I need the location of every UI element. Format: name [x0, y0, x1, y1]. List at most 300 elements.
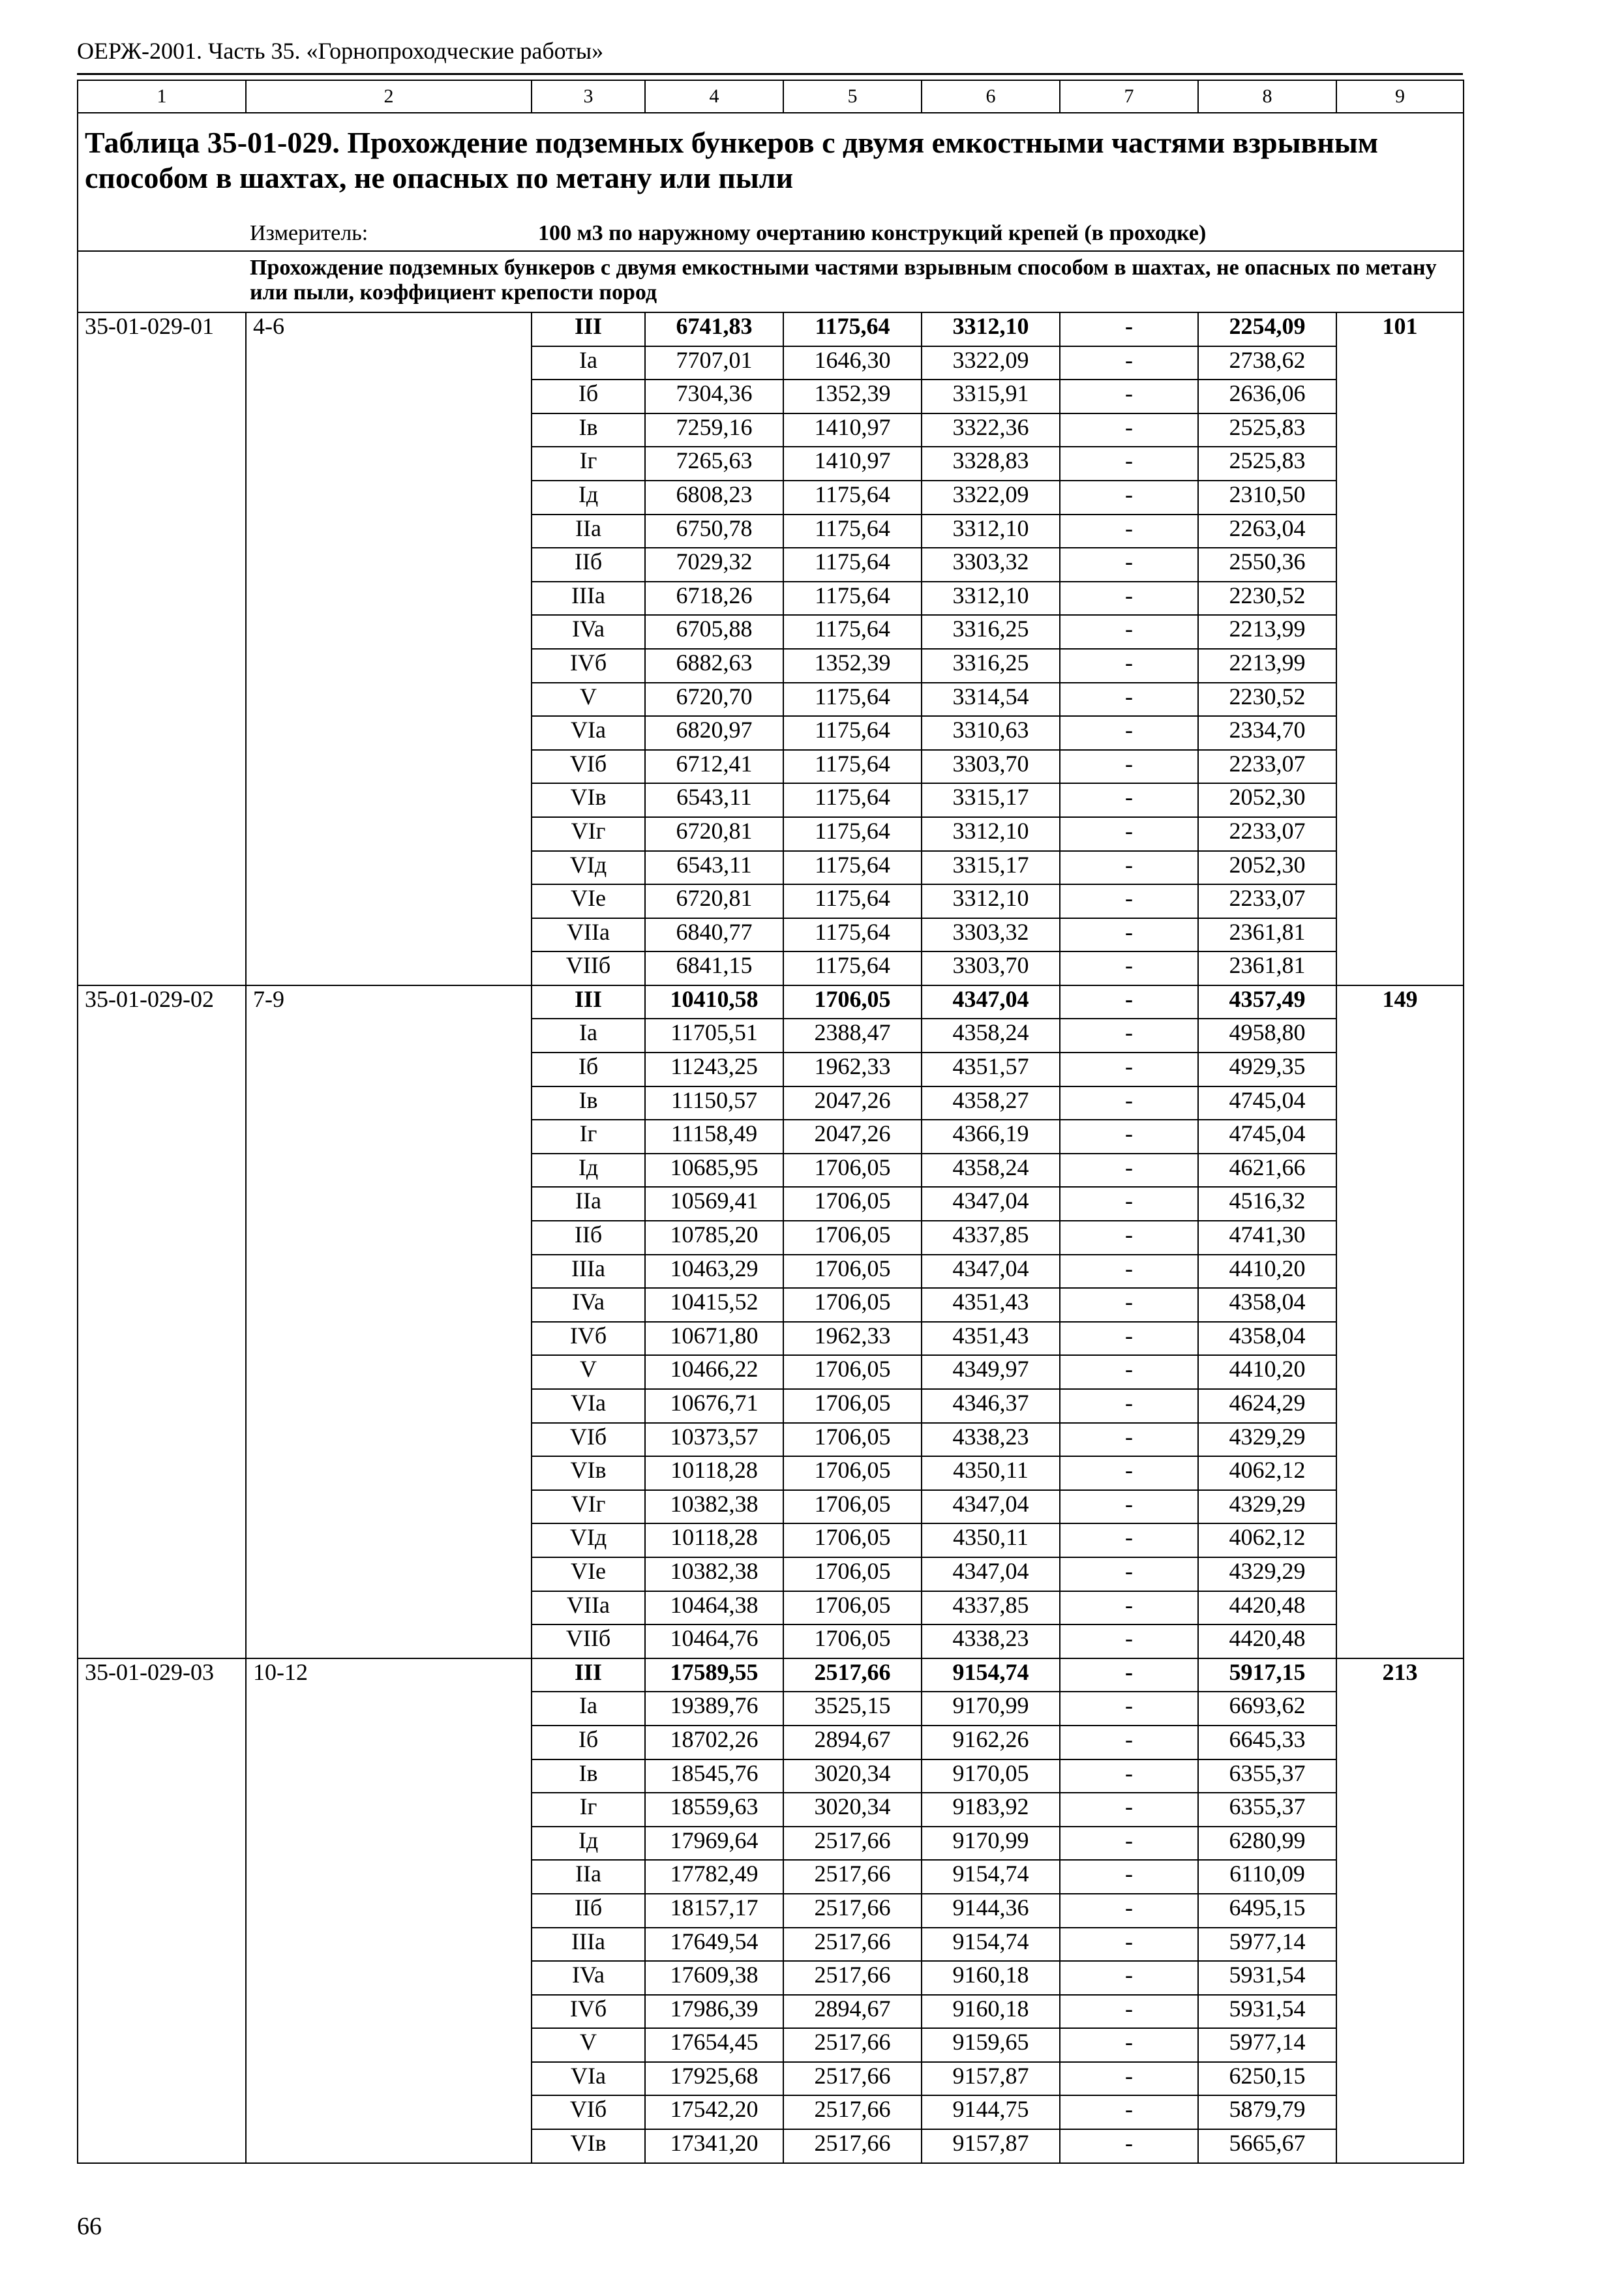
rock-class: VIa: [532, 2062, 645, 2096]
rock-class: Iв: [532, 413, 645, 447]
overhead-cost: 4358,04: [1198, 1288, 1336, 1322]
rock-class: Ia: [532, 1692, 645, 1726]
total-cost: 10464,76: [645, 1624, 783, 1658]
rock-class: III: [532, 1658, 645, 1692]
overhead-cost: 5931,54: [1198, 1961, 1336, 1995]
materials-cost: -: [1060, 548, 1198, 582]
wages: 1352,39: [783, 380, 922, 413]
materials-cost: -: [1060, 515, 1198, 548]
header-rule: [77, 73, 1463, 75]
wages: 1175,64: [783, 582, 922, 616]
machine-cost: 9170,05: [922, 1759, 1060, 1793]
wages: 2894,67: [783, 1995, 922, 2029]
overhead-cost: 5977,14: [1198, 1928, 1336, 1962]
materials-cost: -: [1060, 1221, 1198, 1255]
rock-class: IIб: [532, 548, 645, 582]
overhead-cost: 5977,14: [1198, 2028, 1336, 2062]
rate-code: 35-01-029-02: [78, 985, 246, 1658]
overhead-cost: 2233,07: [1198, 884, 1336, 918]
rock-class: Iг: [532, 447, 645, 481]
total-cost: 17654,45: [645, 2028, 783, 2062]
overhead-cost: 6280,99: [1198, 1827, 1336, 1861]
rock-class: IVa: [532, 615, 645, 649]
rock-class: Iв: [532, 1759, 645, 1793]
total-cost: 6808,23: [645, 481, 783, 515]
wages: 2894,67: [783, 1726, 922, 1759]
machine-cost: 4337,85: [922, 1591, 1060, 1625]
rock-class: Iг: [532, 1120, 645, 1154]
overhead-cost: 6110,09: [1198, 1860, 1336, 1894]
overhead-cost: 2213,99: [1198, 649, 1336, 683]
rock-class: VIб: [532, 2095, 645, 2129]
machine-cost: 9144,75: [922, 2095, 1060, 2129]
table-title-row: [78, 113, 1464, 217]
table-row: [78, 985, 1464, 1019]
wages: 1706,05: [783, 1557, 922, 1591]
wages: 1352,39: [783, 649, 922, 683]
total-cost: 18559,63: [645, 1793, 783, 1827]
rock-class: IVб: [532, 1322, 645, 1356]
total-cost: 10382,38: [645, 1557, 783, 1591]
total-cost: 6840,77: [645, 918, 783, 952]
wages: 2517,66: [783, 1860, 922, 1894]
wages: 1962,33: [783, 1322, 922, 1356]
total-cost: 10785,20: [645, 1221, 783, 1255]
total-cost: 17341,20: [645, 2129, 783, 2163]
column-number: 5: [783, 80, 922, 113]
rock-class: Iв: [532, 1086, 645, 1120]
materials-cost: -: [1060, 1187, 1198, 1221]
wages: 1175,64: [783, 918, 922, 952]
total-cost: 10569,41: [645, 1187, 783, 1221]
materials-cost: -: [1060, 447, 1198, 481]
materials-cost: -: [1060, 413, 1198, 447]
machine-cost: 9162,26: [922, 1726, 1060, 1759]
rock-class: V: [532, 683, 645, 717]
overhead-cost: 4621,66: [1198, 1154, 1336, 1188]
wages: 2517,66: [783, 2062, 922, 2096]
wages: 1706,05: [783, 1591, 922, 1625]
total-cost: 18702,26: [645, 1726, 783, 1759]
overhead-cost: 4358,04: [1198, 1322, 1336, 1356]
overhead-cost: 2233,07: [1198, 750, 1336, 784]
materials-cost: -: [1060, 1658, 1198, 1692]
rock-class: Iд: [532, 481, 645, 515]
machine-cost: 3303,70: [922, 750, 1060, 784]
machine-cost: 3312,10: [922, 515, 1060, 548]
wages: 1706,05: [783, 1288, 922, 1322]
overhead-cost: 4516,32: [1198, 1187, 1336, 1221]
total-cost: 6720,81: [645, 817, 783, 851]
overhead-cost: 6355,37: [1198, 1793, 1336, 1827]
page-number: 66: [77, 2213, 102, 2240]
wages: 1706,05: [783, 1423, 922, 1457]
rock-class: IIa: [532, 515, 645, 548]
machine-cost: 3314,54: [922, 683, 1060, 717]
materials-cost: -: [1060, 615, 1198, 649]
materials-cost: -: [1060, 1389, 1198, 1423]
overhead-cost: 4958,80: [1198, 1019, 1336, 1053]
wages: 1706,05: [783, 1154, 922, 1188]
total-cost: 19389,76: [645, 1692, 783, 1726]
wages: 3525,15: [783, 1692, 922, 1726]
rock-class: VIб: [532, 750, 645, 784]
overhead-cost: 4062,12: [1198, 1456, 1336, 1490]
machine-cost: 4349,97: [922, 1355, 1060, 1389]
machine-cost: 3316,25: [922, 649, 1060, 683]
total-cost: 6712,41: [645, 750, 783, 784]
machine-cost: 4347,04: [922, 1187, 1060, 1221]
wages: 1175,64: [783, 312, 922, 346]
wages: 1175,64: [783, 884, 922, 918]
total-cost: 10118,28: [645, 1523, 783, 1557]
machine-cost: 9183,92: [922, 1793, 1060, 1827]
overhead-cost: 4329,29: [1198, 1423, 1336, 1457]
rock-class: Iб: [532, 1726, 645, 1759]
rock-class: III: [532, 312, 645, 346]
column-number: 9: [1336, 80, 1464, 113]
machine-cost: 3303,32: [922, 548, 1060, 582]
strength-range: 7-9: [246, 985, 532, 1658]
rock-class: VIд: [532, 851, 645, 885]
overhead-cost: 6693,62: [1198, 1692, 1336, 1726]
wages: 2517,66: [783, 1961, 922, 1995]
column-number-row: [78, 80, 1464, 113]
total-cost: 10118,28: [645, 1456, 783, 1490]
total-cost: 6882,63: [645, 649, 783, 683]
overhead-cost: 4329,29: [1198, 1490, 1336, 1524]
strength-range: 4-6: [246, 312, 532, 985]
wages: 1706,05: [783, 1490, 922, 1524]
wages: 1706,05: [783, 1624, 922, 1658]
total-cost: 17649,54: [645, 1928, 783, 1962]
total-cost: 17986,39: [645, 1995, 783, 2029]
machine-cost: 3316,25: [922, 615, 1060, 649]
machine-cost: 4358,27: [922, 1086, 1060, 1120]
wages: 1175,64: [783, 783, 922, 817]
column-number: 2: [246, 80, 532, 113]
overhead-cost: 4410,20: [1198, 1255, 1336, 1289]
rock-class: IIIa: [532, 1255, 645, 1289]
total-cost: 10671,80: [645, 1322, 783, 1356]
total-cost: 6718,26: [645, 582, 783, 616]
machine-cost: 3310,63: [922, 716, 1060, 750]
materials-cost: -: [1060, 1154, 1198, 1188]
overhead-cost: 2738,62: [1198, 346, 1336, 380]
materials-cost: -: [1060, 2129, 1198, 2163]
overhead-cost: 2254,09: [1198, 312, 1336, 346]
overhead-cost: 4741,30: [1198, 1221, 1336, 1255]
wages: 1410,97: [783, 413, 922, 447]
rock-class: Iд: [532, 1827, 645, 1861]
materials-cost: -: [1060, 1894, 1198, 1928]
rock-class: IIб: [532, 1894, 645, 1928]
total-cost: 10415,52: [645, 1288, 783, 1322]
rock-class: VIIa: [532, 1591, 645, 1625]
wages: 1175,64: [783, 481, 922, 515]
column-number: 1: [78, 80, 246, 113]
total-cost: 17925,68: [645, 2062, 783, 2096]
wages: 2517,66: [783, 1827, 922, 1861]
materials-cost: -: [1060, 1086, 1198, 1120]
table-row: [78, 312, 1464, 346]
machine-cost: 9170,99: [922, 1692, 1060, 1726]
overhead-cost: 6355,37: [1198, 1759, 1336, 1793]
materials-cost: -: [1060, 1624, 1198, 1658]
rock-class: VIд: [532, 1523, 645, 1557]
overhead-cost: 2525,83: [1198, 413, 1336, 447]
total-cost: 10466,22: [645, 1355, 783, 1389]
total-cost: 17589,55: [645, 1658, 783, 1692]
rock-class: VIв: [532, 2129, 645, 2163]
table-row: [78, 1658, 1464, 1692]
machine-cost: 9154,74: [922, 1658, 1060, 1692]
overhead-cost: 2233,07: [1198, 817, 1336, 851]
rock-class: VIг: [532, 817, 645, 851]
materials-cost: -: [1060, 817, 1198, 851]
rock-class: VIIб: [532, 951, 645, 985]
materials-cost: -: [1060, 1490, 1198, 1524]
machine-cost: 3315,17: [922, 851, 1060, 885]
wages: 1706,05: [783, 985, 922, 1019]
total-cost: 6750,78: [645, 515, 783, 548]
wages: 2517,66: [783, 1658, 922, 1692]
materials-cost: -: [1060, 1860, 1198, 1894]
rock-class: Iб: [532, 380, 645, 413]
unit-label: Измеритель:: [246, 217, 532, 251]
overhead-cost: 4624,29: [1198, 1389, 1336, 1423]
machine-cost: 9154,74: [922, 1928, 1060, 1962]
materials-cost: -: [1060, 716, 1198, 750]
materials-cost: -: [1060, 2028, 1198, 2062]
total-cost: 6720,70: [645, 683, 783, 717]
column-number: 3: [532, 80, 645, 113]
total-cost: 11243,25: [645, 1053, 783, 1086]
materials-cost: -: [1060, 1928, 1198, 1962]
wages: 3020,34: [783, 1793, 922, 1827]
total-cost: 17782,49: [645, 1860, 783, 1894]
rock-class: IVб: [532, 1995, 645, 2029]
rock-class: VIa: [532, 1389, 645, 1423]
labor-cost: 149: [1336, 985, 1464, 1658]
total-cost: 7707,01: [645, 346, 783, 380]
column-number: 6: [922, 80, 1060, 113]
rock-class: IIIa: [532, 1928, 645, 1962]
materials-cost: -: [1060, 951, 1198, 985]
materials-cost: -: [1060, 380, 1198, 413]
column-number: 7: [1060, 80, 1198, 113]
materials-cost: -: [1060, 346, 1198, 380]
rock-class: VIв: [532, 1456, 645, 1490]
wages: 1706,05: [783, 1523, 922, 1557]
total-cost: 7029,32: [645, 548, 783, 582]
running-header: ОЕРЖ-2001. Часть 35. «Горнопроходческие работы»: [77, 38, 604, 64]
materials-cost: -: [1060, 2095, 1198, 2129]
materials-cost: -: [1060, 918, 1198, 952]
machine-cost: 4358,24: [922, 1154, 1060, 1188]
overhead-cost: 2525,83: [1198, 447, 1336, 481]
overhead-cost: 4410,20: [1198, 1355, 1336, 1389]
rock-class: Iб: [532, 1053, 645, 1086]
unit-value: 100 м3 по наружному очертанию конструкций крепей (в проходке): [532, 217, 1464, 251]
wages: 1175,64: [783, 716, 922, 750]
materials-cost: -: [1060, 1120, 1198, 1154]
labor-cost: 101: [1336, 312, 1464, 985]
machine-cost: 4351,43: [922, 1322, 1060, 1356]
materials-cost: -: [1060, 1961, 1198, 1995]
machine-cost: 3312,10: [922, 312, 1060, 346]
wages: 2047,26: [783, 1120, 922, 1154]
wages: 1706,05: [783, 1221, 922, 1255]
overhead-cost: 2230,52: [1198, 683, 1336, 717]
wages: 2517,66: [783, 2095, 922, 2129]
wages: 1175,64: [783, 951, 922, 985]
total-cost: 11158,49: [645, 1120, 783, 1154]
machine-cost: 3322,09: [922, 346, 1060, 380]
machine-cost: 4366,19: [922, 1120, 1060, 1154]
machine-cost: 3315,17: [922, 783, 1060, 817]
materials-cost: -: [1060, 985, 1198, 1019]
overhead-cost: 6645,33: [1198, 1726, 1336, 1759]
wages: 2517,66: [783, 1894, 922, 1928]
total-cost: 7265,63: [645, 447, 783, 481]
rates-table: [77, 80, 1464, 2164]
materials-cost: -: [1060, 683, 1198, 717]
materials-cost: -: [1060, 1793, 1198, 1827]
total-cost: 7304,36: [645, 380, 783, 413]
machine-cost: 3322,36: [922, 413, 1060, 447]
overhead-cost: 4420,48: [1198, 1591, 1336, 1625]
labor-cost: 213: [1336, 1658, 1464, 2163]
overhead-cost: 4329,29: [1198, 1557, 1336, 1591]
wages: 1706,05: [783, 1456, 922, 1490]
total-cost: 10382,38: [645, 1490, 783, 1524]
wages: 1410,97: [783, 447, 922, 481]
machine-cost: 4347,04: [922, 985, 1060, 1019]
machine-cost: 4358,24: [922, 1019, 1060, 1053]
machine-cost: 3315,91: [922, 380, 1060, 413]
machine-cost: 4338,23: [922, 1423, 1060, 1457]
materials-cost: -: [1060, 1288, 1198, 1322]
machine-cost: 4351,43: [922, 1288, 1060, 1322]
rock-class: IVa: [532, 1288, 645, 1322]
materials-cost: -: [1060, 1355, 1198, 1389]
machine-cost: 3303,32: [922, 918, 1060, 952]
rock-class: IIa: [532, 1860, 645, 1894]
rock-class: VIг: [532, 1490, 645, 1524]
materials-cost: -: [1060, 1557, 1198, 1591]
total-cost: 6820,97: [645, 716, 783, 750]
machine-cost: 3322,09: [922, 481, 1060, 515]
overhead-cost: 5917,15: [1198, 1658, 1336, 1692]
wages: 2517,66: [783, 1928, 922, 1962]
materials-cost: -: [1060, 1423, 1198, 1457]
rate-code: 35-01-029-03: [78, 1658, 246, 2163]
wages: 2517,66: [783, 2028, 922, 2062]
total-cost: 6543,11: [645, 851, 783, 885]
materials-cost: -: [1060, 312, 1198, 346]
wages: 1175,64: [783, 683, 922, 717]
wages: 1175,64: [783, 515, 922, 548]
machine-cost: 9154,74: [922, 1860, 1060, 1894]
overhead-cost: 2230,52: [1198, 582, 1336, 616]
total-cost: 17609,38: [645, 1961, 783, 1995]
table-title: Таблица 35-01-029. Прохождение подземных бункеров с двумя емкостными частями взрывным способом в шахтах, не опасных по метану или пыли: [78, 113, 1464, 217]
machine-cost: 3312,10: [922, 582, 1060, 616]
unit-row: [78, 217, 1464, 251]
materials-cost: -: [1060, 649, 1198, 683]
wages: 1646,30: [783, 346, 922, 380]
wages: 1706,05: [783, 1187, 922, 1221]
total-cost: 6543,11: [645, 783, 783, 817]
overhead-cost: 2550,36: [1198, 548, 1336, 582]
section-title: Прохождение подземных бункеров с двумя емкостными частями взрывным способом в шахтах, не опасных по метану или пыли, коэффициент крепости пород: [246, 251, 1464, 312]
total-cost: 10464,38: [645, 1591, 783, 1625]
overhead-cost: 5879,79: [1198, 2095, 1336, 2129]
total-cost: 10410,58: [645, 985, 783, 1019]
materials-cost: -: [1060, 783, 1198, 817]
materials-cost: -: [1060, 582, 1198, 616]
overhead-cost: 2361,81: [1198, 918, 1336, 952]
total-cost: 6705,88: [645, 615, 783, 649]
wages: 3020,34: [783, 1759, 922, 1793]
materials-cost: -: [1060, 1053, 1198, 1086]
overhead-cost: 2052,30: [1198, 851, 1336, 885]
total-cost: 6741,83: [645, 312, 783, 346]
machine-cost: 3303,70: [922, 951, 1060, 985]
strength-range: 10-12: [246, 1658, 532, 2163]
materials-cost: -: [1060, 1759, 1198, 1793]
machine-cost: 9157,87: [922, 2062, 1060, 2096]
total-cost: 17969,64: [645, 1827, 783, 1861]
rate-code: 35-01-029-01: [78, 312, 246, 985]
overhead-cost: 5665,67: [1198, 2129, 1336, 2163]
total-cost: 17542,20: [645, 2095, 783, 2129]
materials-cost: -: [1060, 851, 1198, 885]
overhead-cost: 6495,15: [1198, 1894, 1336, 1928]
total-cost: 7259,16: [645, 413, 783, 447]
overhead-cost: 4357,49: [1198, 985, 1336, 1019]
overhead-cost: 4420,48: [1198, 1624, 1336, 1658]
materials-cost: -: [1060, 884, 1198, 918]
machine-cost: 4351,57: [922, 1053, 1060, 1086]
total-cost: 10676,71: [645, 1389, 783, 1423]
rock-class: VIе: [532, 884, 645, 918]
wages: 1175,64: [783, 817, 922, 851]
total-cost: 10463,29: [645, 1255, 783, 1289]
machine-cost: 9160,18: [922, 1995, 1060, 2029]
total-cost: 18545,76: [645, 1759, 783, 1793]
rock-class: IVa: [532, 1961, 645, 1995]
overhead-cost: 4929,35: [1198, 1053, 1336, 1086]
wages: 1962,33: [783, 1053, 922, 1086]
overhead-cost: 2310,50: [1198, 481, 1336, 515]
wages: 1175,64: [783, 851, 922, 885]
overhead-cost: 2213,99: [1198, 615, 1336, 649]
machine-cost: 4337,85: [922, 1221, 1060, 1255]
machine-cost: 4346,37: [922, 1389, 1060, 1423]
total-cost: 18157,17: [645, 1894, 783, 1928]
rock-class: VIIб: [532, 1624, 645, 1658]
rock-class: VIIa: [532, 918, 645, 952]
overhead-cost: 2052,30: [1198, 783, 1336, 817]
rock-class: IIa: [532, 1187, 645, 1221]
materials-cost: -: [1060, 1456, 1198, 1490]
wages: 2388,47: [783, 1019, 922, 1053]
overhead-cost: 4062,12: [1198, 1523, 1336, 1557]
total-cost: 6841,15: [645, 951, 783, 985]
overhead-cost: 4745,04: [1198, 1086, 1336, 1120]
